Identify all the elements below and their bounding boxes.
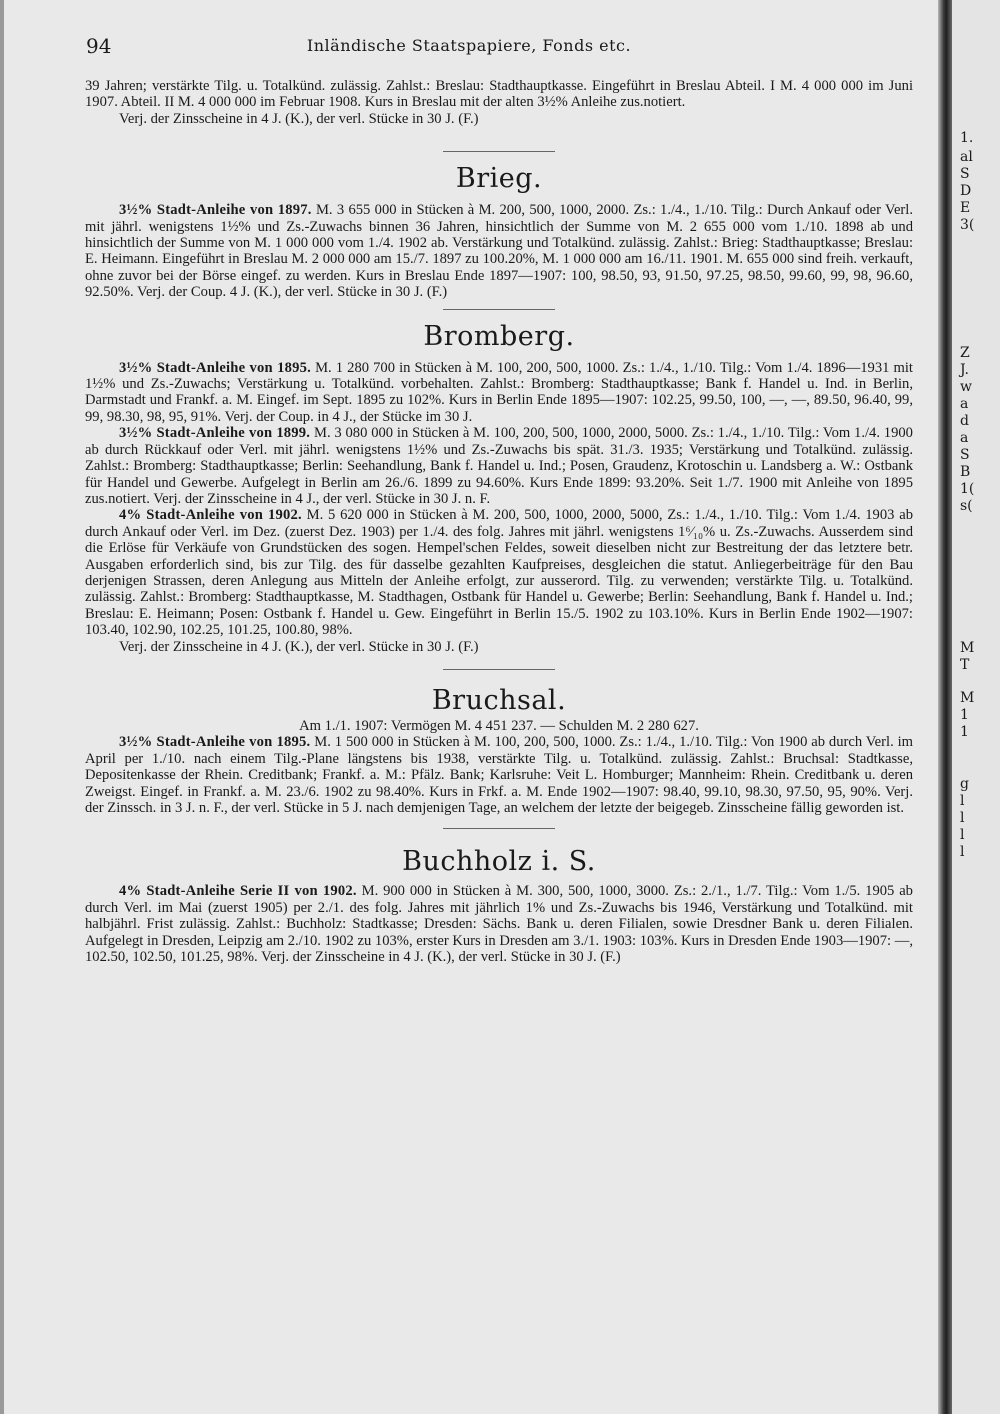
next-page-fragment: B <box>960 464 971 480</box>
next-page-fragment: D <box>960 183 972 199</box>
intro-verj: Verj. der Zinsscheine in 4 J. (K.), der verl. Stücke in 30 J. (F.) <box>119 110 479 127</box>
entry-body: M. 900 000 in Stücken à M. 300, 500, 1000, 3000. Zs.: 2./1., 1./7. Tilg.: Vom 1./5. 1905 ab durch Verl. im Mai (zuerst 1905) per 2./1. des folg. Jahres mit jährlich 1% und Zs.-Zuwachs bis 1946, Verstärkung und Totalkünd. mit halbjährl. Frist zulässig. Zahlst.: Buchholz: Stadtkasse; Dresden: Sächs. Bank u. deren Filialen, sowie Dresdner Bank u. deren Filialen. Aufgelegt in Dresden, Leipzig am 2./10. 1902 zu 103%, erster Kurs in Dresden am 3./1. 1903: 103%. Kurs in Dresden Ende 1903—1907: —, 102.50, 102.50, 101.25, 98%. Verj. der Zinsscheine in 4 J. (K.), der verl. Stücke in 30 J. (F.) <box>85 883 913 966</box>
next-page-fragment: l <box>960 810 965 826</box>
section-heading-bruchsal: Bruchsal. <box>431 684 567 716</box>
entry-body: M. 1 500 000 in Stücken à M. 100, 200, 500, 1000. Zs.: 1./4., 1./10. Tilg.: Von 1900 ab durch Verl. im April per 1./10. nach einem Tilg.-Plane längstens bis 1938, verstärkte Tilg. u. Totalkünd. zulässig. Zahlst.: Bruchsal: Stadtkasse, Depositenkasse der Rhein. Creditbank; Frankf. a. M.: Pfälz. Bank; Karlsruhe: Veit L. Homburger; Mannheim: Rhein. Creditbank u. deren Zweigst. Eingef. in Frankf. a. M. 23./6. 1902 zu 98.40%. Kurs in Frkf. a. M. Ende 1902—1907: 98.40, 99.10, 98.30, 97.50, 95, 90%. Verj. der Zinssch. in 3 J. n. F., der verl. Stücke in 5 J. nach demjenigen Tage, an welchem der letzte der beigegeb. Zinsscheine fällig geworden ist. <box>85 734 913 816</box>
bromberg-verj: Verj. der Zinsscheine in 4 J. (K.), der verl. Stücke in 30 J. (F.) <box>119 638 479 655</box>
buchholz-entry-1 <box>85 883 913 965</box>
section-heading-buchholz: Buchholz i. S. <box>402 846 596 878</box>
next-page-fragment: al <box>960 149 973 165</box>
next-page-fragment: w <box>960 379 972 395</box>
section-heading-brieg: Brieg. <box>455 163 543 195</box>
next-page-fragment: J. <box>960 362 969 378</box>
brieg-entry-1 <box>85 202 913 300</box>
next-page-fragment: a <box>960 396 969 412</box>
bromberg-entry-1 <box>85 360 913 426</box>
entry-body: M. 1 280 700 in Stücken à M. 100, 200, 500, 1000. Zs.: 1./4., 1./10. Tilg.: Vom 1./4. 1896—1931 mit 1½% und Zs.-Zuwachs; Verstärkung u. Totalkünd. vorbehalten. Zahlst.: Bromberg: Stadthauptkasse; Bank f. Handel u. Ind. in Berlin, Darmstadt und Frankf. a. M. Eingef. im Sept. 1895 zu 102%. Kurs in Berlin Ende 1895—1907: 102.25, 99.50, 100, —, —, 89.50, 96.40, 99, 99, 98.30, 98, 95, 91%. Verj. der Coup. in 4 J., der Stücke im 30 J. <box>85 359 913 425</box>
page-number: 94 <box>86 34 112 58</box>
entry-body: M. 5 620 000 in Stücken à M. 200, 500, 1000, 2000, 5000, Zs.: 1./4., 1./10. Tilg.: Vom 1./4. 1903 ab durch Ankauf oder Verl. im Dez. (zuerst Dez. 1903) per 1./4. des folg. Jahres mit jährl. wenigstens 1⁶⁄₁₀% u. Zs.-Zuwachs. Ausserdem sind die Erlöse für Verkäufe von Grundstücken des sogen. Hempel'schen Feldes, soweit dieselben nicht zur Bestreitung der das letztere betr. Ausgaben erforderlich sind, bis zur Tilg. des für dasselbe gezahlten Kaufpreises, desgleichen die statut. Anliegerbeiträge für den Bau derjenigen Strassen, deren Anlegung aus Mitteln der Anleihe erfolgt, zur ausserord. Tilg. zu verwenden; verstärkte Tilg. u. Totalkünd. zulässig. Zahlst.: Bromberg: Stadthauptkasse, M. Stadthagen, Ostbank für Handel u. Gewerbe; Berlin: Seehandlung, Bank f. Handel u. Ind.; Breslau: E. Heimann; Posen: Ostbank f. Handel u. Gew. Eingeführt in Berlin 15./5. 1902 zu 103.10%. Kurs in Berlin Ende 1902—1907: 103.40, 102.90, 102.25, 101.25, 100.80, 98%. <box>85 507 913 639</box>
bruchsal-entry-1 <box>85 734 913 816</box>
page-header <box>0 30 938 60</box>
entry-title: 3½% Stadt-Anleihe von 1897. <box>119 202 312 219</box>
book-gutter <box>938 0 952 1414</box>
entry-title: 4% Stadt-Anleihe Serie II von 1902. <box>119 883 357 900</box>
entry-title: 4% Stadt-Anleihe von 1902. <box>119 507 302 524</box>
intro-paragraph: 39 Jahren; verstärkte Tilg. u. Totalkünd. zulässig. Zahlst.: Breslau: Stadthauptkasse. Eingeführt in Breslau Abteil. I M. 4 000 000 im Juni 1907. Abteil. II M. 4 000 000 im Februar 1908. Kurs in Breslau mit der alten 3½% Anleihe zus.notiert. <box>85 78 913 111</box>
next-page-fragment: 1 <box>960 724 969 740</box>
next-page-edge <box>952 0 1000 1414</box>
next-page-fragment: d <box>960 413 969 429</box>
page-content <box>85 78 913 965</box>
entry-title: 3½% Stadt-Anleihe von 1899. <box>119 425 311 442</box>
next-page-fragment: l <box>960 827 965 843</box>
next-page-fragment: M <box>960 640 975 656</box>
next-page-fragment: S <box>960 166 970 182</box>
next-page-fragment: 3( <box>960 217 975 233</box>
next-page-fragment: l <box>960 793 965 809</box>
entry-title: 3½% Stadt-Anleihe von 1895. <box>119 734 311 751</box>
running-title: Inländische Staatspapiere, Fonds etc. <box>306 36 632 55</box>
next-page-fragment: g <box>960 776 969 792</box>
section-heading-bromberg: Bromberg. <box>423 320 575 352</box>
page-left-edge <box>0 0 4 1414</box>
next-page-fragment: 1 <box>960 707 969 723</box>
next-page-fragment: a <box>960 430 969 446</box>
entry-body: M. 3 655 000 in Stücken à M. 200, 500, 1000, 2000. Zs.: 1./4., 1./10. Tilg.: Durch Ankauf oder Verl. mit jährl. wenigstens 1½% und Zs.-Zuwachs binnen 36 Jahren, hinsichtlich der Summe von M. 2 655 000 vom 1./10. 1898 ab und hinsichtlich der Summe von M. 1 000 000 vom 1./4. 1902 ab. Verstärkung und Totalkünd. zulässig. Zahlst.: Brieg: Stadthauptkasse; Breslau: E. Heimann. Eingeführt in Breslau M. 2 000 000 am 15./7. 1897 zu 100.20%, M. 1 000 000 am 16./11. 1901. M. 655 000 sind freih. verkauft, ohne zuvor bei der Börse eingef. zu werden. Kurs in Breslau Ende 1897—1907: 100, 98.50, 93, 91.50, 97.25, 98.50, 99.60, 99, 98, 96.60, 92.50%. Verj. der Coup. 4 J. (K.), der verl. Stücke in 30 J. (F.) <box>85 202 913 301</box>
bruchsal-status: Am 1./1. 1907: Vermögen M. 4 451 237. — Schulden M. 2 280 627. <box>299 717 699 734</box>
next-page-fragment: 1( <box>960 481 975 497</box>
entry-title: 3½% Stadt-Anleihe von 1895. <box>119 359 311 376</box>
next-page-fragment: 1. <box>960 130 974 146</box>
bromberg-entry-3 <box>85 507 913 638</box>
next-page-fragment: s( <box>960 498 973 514</box>
next-page-fragment: T <box>960 657 970 673</box>
next-page-fragment: S <box>960 447 970 463</box>
next-page-fragment: Z <box>960 345 970 361</box>
next-page-fragment: l <box>960 844 965 860</box>
entry-body: M. 3 080 000 in Stücken à M. 100, 200, 500, 1000, 2000, 5000. Zs.: 1./4., 1./10. Tilg.: Vom 1./4. 1900 ab durch Rückkauf oder Verl. mit jährl. wenigstens 1½% und Zs.-Zuwachs bis spät. 31./3. 1935; Verstärkung und Totalkünd. zulässig. Zahlst.: Bromberg: Stadthauptkasse; Berlin: Seehandlung, Bank f. Handel u. Ind.; Posen, Graudenz, Krotoschin u. Landsberg a. W.: Ostbank für Handel und Gewerbe. Aufgelegt in Berlin am 26./6. 1899 zu 94.60%. Kurs Ende 1899: 93.20%. Seit 1./7. 1900 mit Anleihe von 1895 zus.notiert. Verj. der Zinsscheine in 4 J., der verl. Stücke in 30 J. n. F. <box>85 425 913 507</box>
next-page-fragment: M <box>960 690 975 706</box>
bromberg-entry-2 <box>85 425 913 507</box>
next-page-fragment: E <box>960 200 971 216</box>
